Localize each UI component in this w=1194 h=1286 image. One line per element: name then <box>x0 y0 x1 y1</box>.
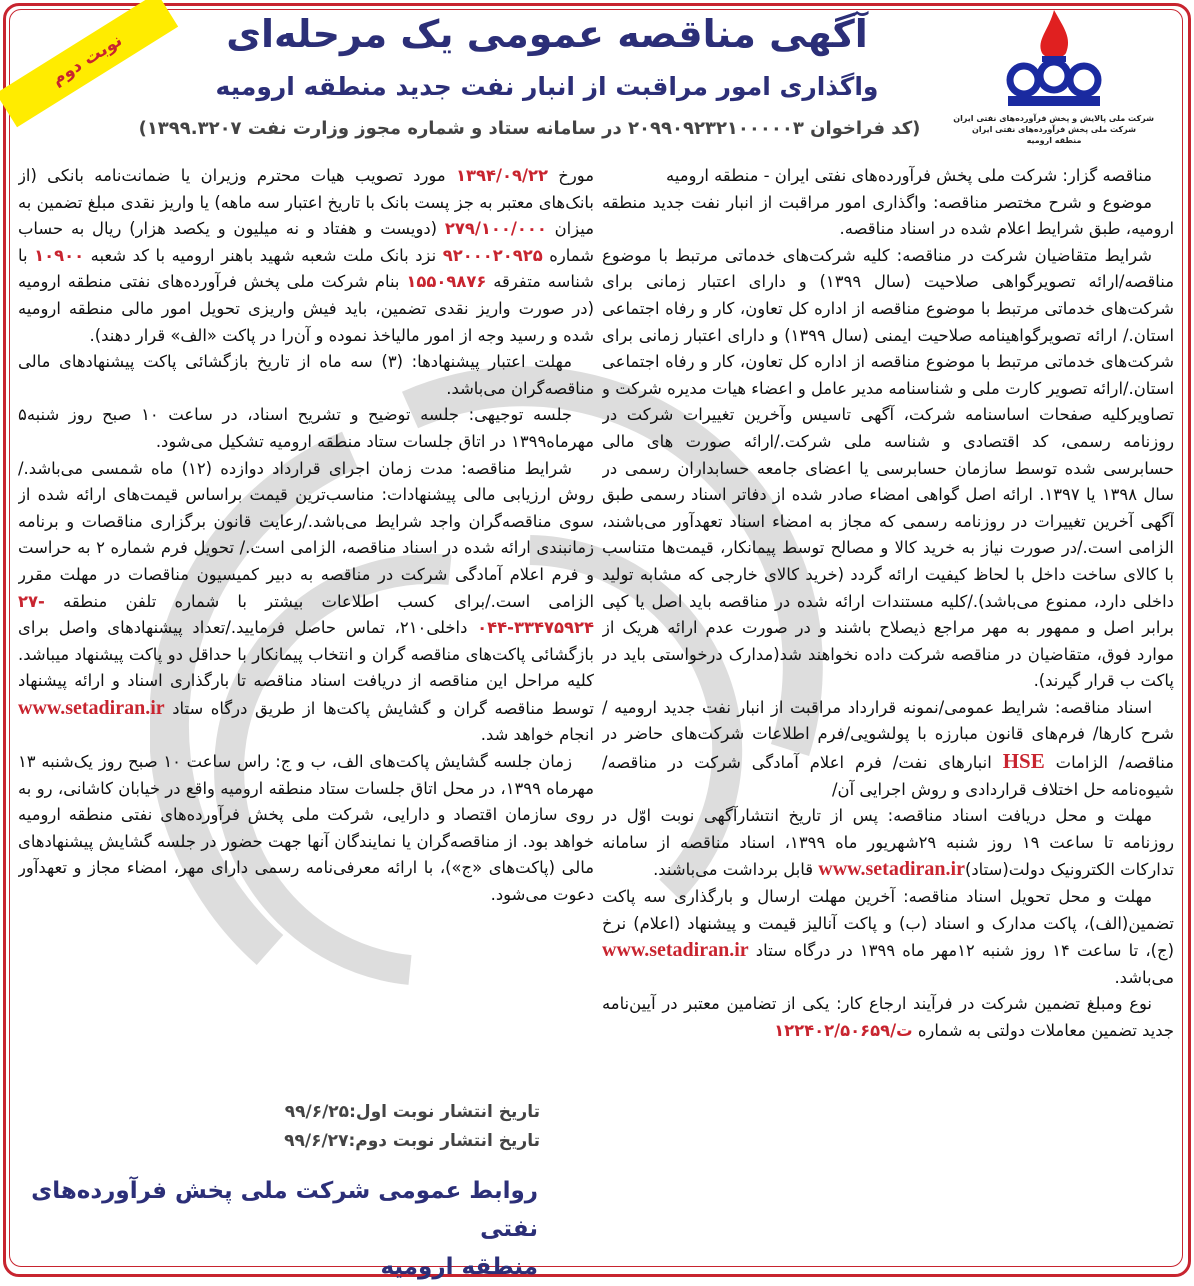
paragraph <box>18 456 594 750</box>
paragraph <box>18 402 594 455</box>
logo-caption: شرکت ملی پالایش و پخش فرآورده‌های نفتی ایران <box>953 114 1154 123</box>
paragraph-text: مهلت و محل دریافت اسناد مناقصه: پس از تاریخ انتشارآگهی نوبت اوّل در روزنامه تا ساعت ۱۹ روز شنبه ۲۹شهریور ماه ۱۳۹۹، اسناد مناقصه از سامانه تدارکات الکترونیک دولت(ستاد) <box>602 806 1174 880</box>
paragraph-text: جلسه توجیهی: جلسه توضیح و تشریح اسناد، در ساعت ۱۰ صبح روز شنبه۵ مهرماه۱۳۹۹ در اتاق جلسات ستاد منطقه ارومیه تشکیل می‌شود. <box>18 405 594 451</box>
paragraph-text: بنام شرکت ملی پخش فرآورده‌های نفتی منطقه ارومیه (در صورت واریز نقدی تضمین، باید فیش واریزی تحویل امور مالی منطقه ارومیه شده و رسید وجه از امور مالیاخذ نموده و آن‌را در پاکت «الف» قرار دهند). <box>18 272 594 345</box>
second-publication-date: تاریخ انتشار نوبت دوم:۹۹/۶/۲۷ <box>284 1131 540 1151</box>
highlighted-number: ۱۵۵۰۹۸۷۶ <box>406 272 487 292</box>
paragraph <box>602 884 1174 991</box>
paragraph-text: با شناسه متفرقه <box>18 245 594 292</box>
paragraph-text: می‌باشد. <box>1114 967 1174 987</box>
highlighted-number: ۹۲۰۰۰۲۰۹۲۵ <box>442 245 543 265</box>
paragraph <box>602 243 1174 695</box>
publication-dates <box>40 1098 560 1156</box>
setadiran-link[interactable]: www.setadiran.ir <box>18 696 165 719</box>
paragraph-text: انبارهای نفت/ فرم اعلام آمادگی شرکت در مناقصه/ شیوه‌نامه حل اختلاف قراردادی و روش اجرایی آن/ <box>602 753 1174 799</box>
paragraph <box>602 163 1174 190</box>
paragraph-text: شرایط متقاضیان شرکت در مناقصه: کلیه شرکت‌های خدماتی مرتبط با موضوع مناقصه/ارائه تصویرگواهی صلاحیت (سال ۱۳۹۹) و دارای اعتبار زمانی برای شرکت‌های خدماتی مرتبط با موضوع مناقصه از اداره کل تعاون، کار و رفاه اجتماعی استان./ ارائه تصویرگواهینامه صلاحیت ایمنی (سال ۱۳۹۹) و دارای اعتبار زمانی برای شرکت‌های خدماتی مرتبط با موضوع مناقصه از اداره کل تعاون، کار و رفاه اجتماعی استان./ارائه تصویر کارت ملی و شناسنامه مدیر عامل و اعضاء هیات مدیره شرکت و تصاویرکلیه صفحات اساسنامه شرکت، آگهی تاسیس وآخرین تغییرات شرکت در روزنامه رسمی، کد اقتصادی و شناسه ملی شرکت./ارائه صورت های مالی حسابرسی شده توسط سازمان حسابرسی یا اعضای جامعه حسابداران رسمی در سال ۱۳۹۸ یا ۱۳۹۷. ارائه اصل گواهی امضاء صادر شده از دفاتر اسناد رسمی طبق آگهی آخرین تغییرات در روزنامه رسمی که مجاز به امضاء اسناد تعهدآور می‌باشند، الزامی است./در صورت نیاز به خرید کالا و مصالح توسط پیمانکار، قیمت‌ها متناسب با کالای ساخت داخل با لحاظ کیفیت ارائه گردد (خرید کالای خارجی که مشابه تولید داخلی دارد، ممنوع می‌باشد)./کلیه مستندات ارائه شده در مناقصه باید اصل یا کپی برابر اصل و ممهور به مهر مراجع ذیصلاح باشند و در صورت عدم ارائه هریک از موارد فوق، متقاضیان در مناقصه شرکت داده نخواهند شد(مدارک درخواستی باید در پاکت ب قرار گیرند). <box>602 245 1174 691</box>
ad-title: آگهی مناقصه عمومی یک مرحله‌ای <box>226 12 868 56</box>
paragraph-text: (دویست و هفتاد و نه میلیون و یکصد هزار) ریال به حساب شماره <box>18 219 594 265</box>
paragraph-text: انجام خواهد شد. <box>480 725 594 745</box>
highlighted-number: ۲۷- ۰۴۴-۳۳۴۷۵۹۲۴ <box>18 591 594 638</box>
paragraph-text: مهلت و محل تحویل اسناد مناقصه: آخرین مهلت ارسال و بارگذاری سه پاکت تضمین(الف)، پاکت مدارک و اسناد (ب) و پاکت آنالیز قیمت و پیشنهاد (اعلام) نرخ (ج)، تا ساعت ۱۴ روز شنبه ۱۲مهر ماه ۱۳۹۹ در درگاه ستاد <box>602 887 1174 961</box>
paragraph-text: داخلی۲۱۰، تماس حاصل فرمایید./تعداد پیشنهادهای واصل برای بازگشائی پاکت‌های مناقصه گران و انتخاب پیمانکار با حداقل دو پاکت پیشنهاد میباشد. کلیه مراحل این مناقصه از دریافت اسناد مناقصه تا بارگذاری اسناد و ارائه پیشنهاد توسط مناقصه گران و گشایش پاکت‌ها از طریق درگاه ستاد <box>18 618 594 718</box>
logo-caption: شرکت ملی پخش فرآورده‌های نفتی ایران <box>972 125 1136 134</box>
paragraph-text: شرایط مناقصه: مدت زمان اجرای قرارداد دوازده (۱۲) ماه شمسی می‌باشد./روش ارزیابی مالی پیشنهادات: مناسب‌ترین قیمت براساس قیمت‌های ارائه شده از سوی مناقصه‌گران واجد شرایط می‌باشد./رعایت قانون برگزاری مناقصات و برنامه زمانبندی ارائه شده در اسناد مناقصه، الزامی است./ تحویل فرم شماره ۲ به حراست و فرم اعلام آمادگی شرکت در مناقصه به دبیر کمیسیون مناقصات در مهلت مقرر الزامی است./برای کسب اطلاعات بیشتر با شماره تلفن منطقه <box>18 458 594 611</box>
paragraph-text: مورخ <box>547 166 594 185</box>
paragraph <box>18 349 594 402</box>
ad-subtitle: واگذاری امور مراقبت از انبار نفت جدید منطقه ارومیه <box>215 72 879 101</box>
setadiran-link[interactable]: www.setadiran.ir <box>818 858 965 881</box>
paragraph <box>602 695 1174 803</box>
left-column <box>18 163 594 1098</box>
paragraph <box>18 749 594 909</box>
first-publication-date: تاریخ انتشار نوبت اول:۹۹/۶/۲۵ <box>284 1102 540 1122</box>
paragraph-text: موضوع و شرح مختصر مناقصه: واگذاری امور مراقبت از انبار نفت جدید منطقه ارومیه، طبق شرایط اعلام شده در اسناد مناقصه. <box>602 192 1174 239</box>
paragraph-text: مناقصه گزار: شرکت ملی پخش فرآورده‌های نفتی ایران - منطقه ارومیه <box>666 166 1152 185</box>
logo-caption: منطقه ارومیه <box>1026 136 1082 145</box>
oil-company-emblem-icon <box>994 8 1114 113</box>
paragraph-text: نزد بانک ملت شعبه شهید باهنر ارومیه با کد شعبه <box>84 245 443 265</box>
signature-line: روابط عمومی شرکت ملی پخش فرآورده‌های نفتی <box>31 1178 538 1242</box>
paragraph-text: قابل برداشت می‌باشند. <box>653 860 819 880</box>
paragraph <box>602 803 1174 884</box>
hse-label: HSE <box>1002 749 1045 774</box>
company-logo <box>954 8 1154 146</box>
right-column <box>602 163 1174 1243</box>
signature <box>18 1172 538 1286</box>
highlighted-number: ۱۳۹۴/۰۹/۲۲ <box>455 166 548 185</box>
paragraph-text: مورد تصویب هیات محترم وزیران یا ضمانت‌نامه بانکی (از بانک‌های معتبر به جز پست بانک با تاریخ اعتبار سه ماهه) یا واریز نقدی مبلغ تضمین به میزان <box>18 166 594 239</box>
second-publication-ribbon: نوبت دوم <box>0 0 178 127</box>
paragraph <box>602 190 1174 243</box>
highlighted-number: ۲۷۹/۱۰۰/۰۰۰ <box>444 219 547 239</box>
paragraph-text: اسناد مناقصه: شرایط عمومی/نمونه قرارداد مراقبت از انبار نفت جدید ارومیه /شرح کارها/ فرم‌های قانون مبارزه با پولشویی/فرم اطلاعات شرکت‌های حاضر در مناقصه/ الزامات <box>602 697 1174 773</box>
paragraph-text: زمان جلسه گشایش پاکت‌های الف، ب و ج: راس ساعت ۱۰ صبح روز یک‌شنبه ۱۳ مهرماه ۱۳۹۹، در محل اتاق جلسات ستاد منطقه ارومیه واقع در خیابان کاشانی، رو به روی سازمان اقتصاد و دارایی، شرکت ملی پخش فرآورده‌های نفتی منطقه ارومیه خواهد بود. از مناقصه‌گران یا نمایندگان آنها جهت حضور در جلسه گشایش پیشنهادهای مالی (پاکت‌های «ج»)، با ارائه معرفی‌نامه رسمی دارای مهر، امضاء مجاز و تعهدآور دعوت می‌شود. <box>18 752 594 905</box>
tender-code-line: (کد فراخوان ۲۰۹۹۰۹۲۳۲۱۰۰۰۰۰۳ در سامانه ستاد و شماره مجوز وزارت نفت ۱۳۹۹.۳۲۰۷) <box>138 118 921 139</box>
signature-line: منطقه ارومیه <box>380 1254 538 1280</box>
highlighted-number: ۱۰۹۰۰ <box>34 245 85 265</box>
paragraph <box>602 991 1174 1044</box>
paragraph <box>18 163 594 349</box>
highlighted-number: ۱۲۲۴۰۲/ت/۵۰۶۵۹ <box>774 1021 913 1040</box>
paragraph-text: نوع ومبلغ تضمین شرکت در فرآیند ارجاع کار: یکی از تضامین معتبر در آیین‌نامه جدید تضمین معاملات دولتی به شماره <box>602 994 1174 1040</box>
paragraph-text: مهلت اعتبار پیشنهادها: (۳) سه ماه از تاریخ بازگشائی پاکت پیشنهادهای مالی مناقصه‌گران می‌باشد. <box>18 352 594 398</box>
setadiran-link[interactable]: www.setadiran.ir <box>602 939 749 962</box>
